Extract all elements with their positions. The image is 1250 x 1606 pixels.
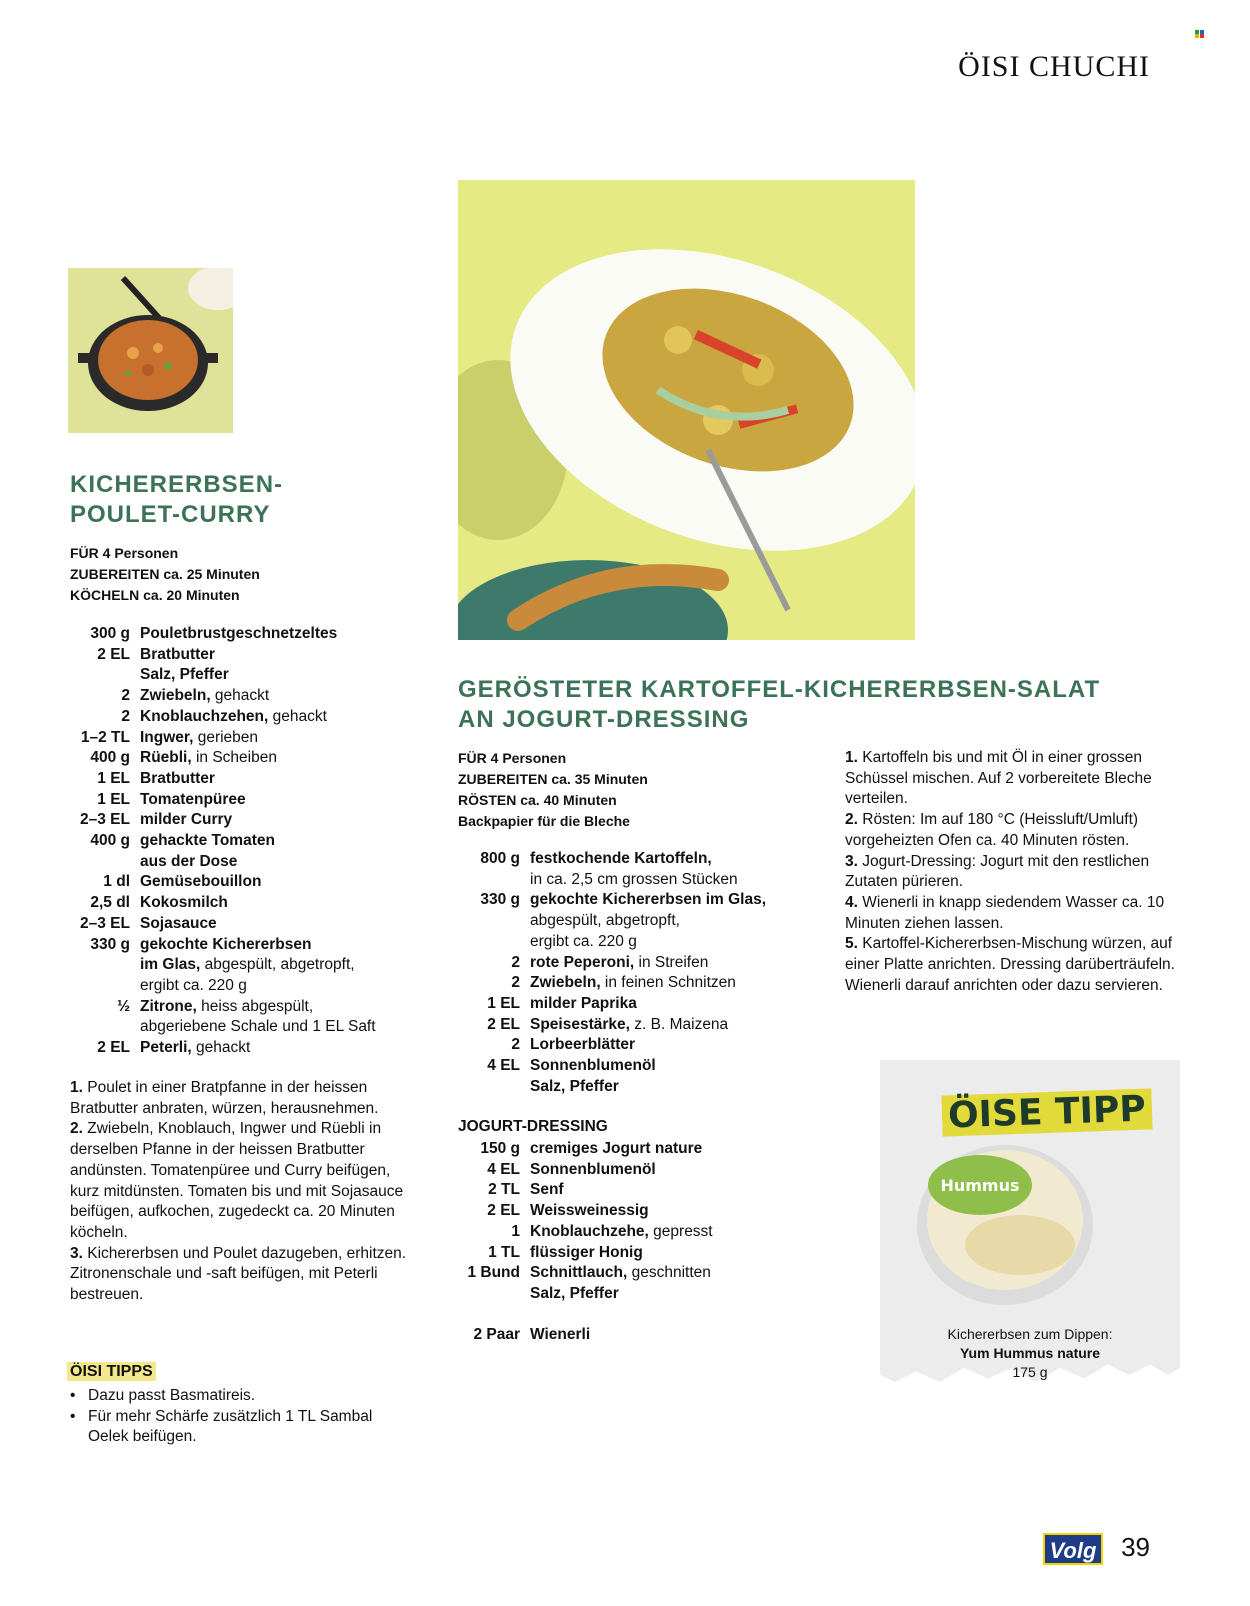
ingredient-name: im Glas, abgespült, abgetropft, [140,956,355,974]
recipe1-title [70,470,283,530]
ingredient-name: Gemüsebouillon [140,873,262,891]
ingredient-row [70,665,410,686]
meta-row [458,748,648,769]
ingredient-row [70,831,410,852]
ingredient-name: Speisestärke, z. B. Maizena [530,1015,729,1033]
ingredient-qty: 2,5 dl [90,894,130,912]
ingredient-name: milder Paprika [530,994,637,1012]
ingredient-name: flüssiger Honig [530,1243,643,1261]
ingredient-row [70,955,410,976]
ingredient-qty: 330 g [90,935,130,953]
tip-card-product: Yum Hummus nature [959,1345,1101,1361]
meta-value: ca. 40 Minuten [516,792,617,808]
ingredient-name: Lorbeerblätter [530,1036,636,1054]
ingredient-qty: 2 [121,687,130,705]
tipp-item: • Für mehr Schärfe zusätzlich 1 TL Sambal Oelek beifügen. [70,1407,373,1446]
ingredient-row [458,1056,828,1077]
ingredient-qty [458,911,520,932]
dressing-heading: JOGURT-DRESSING [458,1118,608,1135]
tipp-item: • Dazu passt Basmatireis. [70,1387,256,1404]
ingredient-qty [70,665,130,686]
ingredient-qty: 400 g [90,832,130,850]
ingredient-name: Kokosmilch [140,894,228,912]
ingredient-row [70,748,410,769]
meta-row [458,790,648,811]
salad-photo [458,180,915,640]
ingredient-name: Salz, Pfeffer [140,666,229,684]
ingredient-row [458,1035,828,1056]
step: 1. Kartoffeln bis und mit Öl in einer grossen Schüssel mischen. Auf 2 vorbereitete Bleche verteilen. [845,749,1152,808]
ingredient-qty [70,976,130,997]
ingredient-qty: 300 g [90,625,130,642]
ingredient-name: Sonnenblumenöl [530,1057,656,1075]
ingredient-qty: 1 EL [487,994,520,1012]
ingredient-qty: ½ [117,997,130,1015]
ingredient-name: Zitrone, heiss abgespült, [140,997,314,1015]
ingredient-name: Salz, Pfeffer [530,1284,619,1302]
ingredient-qty: 2 [511,1036,520,1054]
ingredient-row [70,1017,410,1038]
ingredient-name: Tomatenpüree [140,790,246,808]
ingredient-name: Schnittlauch, geschnitten [530,1264,711,1282]
ingredient-row [70,769,410,790]
ingredient-row [70,997,410,1018]
flag-icon [1195,30,1205,38]
extra-ingredient [458,1325,828,1346]
ingredient-name: milder Curry [140,811,233,829]
meta-value: 4 Personen [98,545,179,561]
ingredient-name: Senf [530,1181,564,1199]
ingredient-row [70,707,410,728]
ingredient-row [70,810,410,831]
ingredient-name: cremiges Jogurt nature [530,1140,703,1157]
ingredient-qty: 2 EL [487,1015,520,1033]
ingredient-name: rote Peperoni, in Streifen [530,953,709,971]
meta-label: ZUBEREITEN [70,566,160,582]
ingredient-qty: 2 EL [97,1039,130,1057]
ingredient-row [458,973,828,994]
ingredient-row [458,870,828,891]
ingredient-name: Zwiebeln, gehackt [140,687,270,705]
ingredient-name: gehackte Tomaten [140,832,275,850]
meta-value: ca. 20 Minuten [139,587,240,603]
ingredient-name: gekochte Kichererbsen [140,935,312,953]
ingredient-qty: 2–3 EL [80,914,130,932]
ingredient-row [458,1160,828,1181]
tip-card-caption [880,1325,1180,1382]
ingredient-qty: 1 dl [103,873,130,891]
recipe1-steps [70,1078,410,1306]
ingredient-row [458,911,828,932]
ingredient-qty: 2 [121,707,130,725]
recipe2-ingredients [458,849,828,1097]
ingredient-qty: 150 g [480,1140,520,1157]
ingredient-qty [458,870,520,891]
ingredient-qty: 1 EL [97,790,130,808]
volg-logo: Volg [1043,1533,1103,1565]
recipe1-title-line1: KICHERERBSEN- [70,471,284,498]
ingredient-qty: 1 Bund [467,1264,520,1282]
extra-qty: 2 Paar [473,1326,520,1343]
step: 2. Rösten: Im auf 180 °C (Heissluft/Umluft) vorgeheizten Ofen ca. 40 Minuten rösten. [845,811,1139,849]
ingredient-row [458,1222,828,1243]
ingredient-row [458,1139,828,1160]
meta-value: ca. 25 Minuten [159,566,260,582]
recipe2-title-line2: AN JOGURT-DRESSING [458,706,750,733]
step: 5. Kartoffel-Kichererbsen-Mischung würzen, auf einer Platte anrichten. Dressing darüberträufeln. Wienerli darauf anrichten oder dazu servieren. [845,935,1175,994]
ingredient-row [458,1201,828,1222]
recipe1-title-line2: POULET-CURRY [70,501,271,528]
ingredient-qty: 2 EL [97,645,130,663]
ingredient-name: in ca. 2,5 cm grossen Stücken [530,870,738,888]
ingredient-row [70,935,410,956]
ingredient-name: ergibt ca. 220 g [530,932,637,950]
ingredient-name: Bratbutter [140,769,215,787]
ingredient-qty [70,955,130,976]
ingredient-name: aus der Dose [140,852,238,870]
ingredient-row [458,1263,828,1284]
extra-name: Wienerli [530,1326,591,1343]
step: 3. Jogurt-Dressing: Jogurt mit den restlichen Zutaten pürieren. [845,852,1150,891]
ingredient-qty [458,1284,520,1305]
ingredient-name: Pouletbrustgeschnetzeltes [140,625,338,642]
meta-label: RÖSTEN [458,792,517,808]
ingredient-name: festkochende Kartoffeln, [530,850,712,867]
ingredient-row [70,645,410,666]
ingredient-name: Sonnenblumenöl [530,1160,656,1178]
curry-pot-photo [68,268,233,433]
tip-card-line1: Kichererbsen zum Dippen: [947,1326,1113,1342]
ingredient-name: abgespült, abgetropft, [530,912,680,930]
ingredient-qty: 800 g [480,850,520,867]
step: 1. Poulet in einer Bratpfanne in der heissen Bratbutter anbraten, würzen, herausnehmen. [70,1079,379,1117]
ingredient-name: Knoblauchzehen, gehackt [140,707,327,725]
ingredient-name: Salz, Pfeffer [530,1077,619,1095]
ingredient-qty [458,932,520,953]
recipe2-title-line1: GERÖSTETER KARTOFFEL-KICHERERBSEN-SALAT [458,676,1101,703]
ingredient-qty: 1 EL [97,769,130,787]
ingredient-qty: 4 EL [487,1057,520,1075]
recipe1-meta [70,543,260,606]
meta-value: ca. 35 Minuten [547,771,648,787]
ingredient-row [458,994,828,1015]
tipps-heading [67,1363,156,1381]
ingredient-row [458,932,828,953]
meta-extra: Backpapier für die Bleche [458,813,630,829]
ingredient-qty [70,852,130,873]
meta-row [70,543,260,564]
section-title: ÖISI CHUCHI [958,50,1150,83]
ingredient-row [458,1180,828,1201]
ingredient-qty: 1 TL [488,1243,520,1261]
tipps-label: ÖISI TIPPS [67,1362,156,1381]
ingredient-name: abgeriebene Schale und 1 EL Saft [140,1018,376,1036]
ingredient-name: Knoblauchzehe, gepresst [530,1222,713,1240]
meta-row [70,564,260,585]
meta-row [70,585,260,606]
ingredient-name: Rüebli, in Scheiben [140,749,277,767]
meta-label: FÜR [458,750,487,766]
tipps-list [70,1386,390,1448]
meta-label: KÖCHELN [70,587,140,603]
ingredient-qty: 1–2 TL [80,728,130,746]
ingredient-row [458,849,828,870]
ingredient-qty: 2 [511,953,520,971]
ingredient-row [70,872,410,893]
ingredient-name: Ingwer, gerieben [140,728,259,746]
ingredient-name: Peterli, gehackt [140,1039,251,1057]
ingredient-row [70,976,410,997]
step: 2. Zwiebeln, Knoblauch, Ingwer und Rüebli in derselben Pfanne in der heissen Bratbutter andünsten. Tomatenpüree und Curry beifügen, kurz mitdünsten. Tomaten bis und mit Sojasauce beifügen, aufkochen, zugedeckt ca. 20 Minuten köcheln. [70,1120,404,1241]
ingredient-name: Weissweinessig [530,1202,649,1220]
ingredient-row [70,893,410,914]
step: 4. Wienerli in knapp siedendem Wasser ca. 10 Minuten ziehen lassen. [845,893,1165,932]
ingredient-qty: 1 [511,1222,520,1240]
ingredient-qty [458,1077,520,1098]
ingredient-row [458,1077,828,1098]
meta-row [458,769,648,790]
ingredient-row [70,914,410,935]
ingredient-name: gekochte Kichererbsen im Glas, [530,891,767,909]
ingredient-row [458,890,828,911]
recipe1-ingredients [70,624,410,1059]
meta-label: ZUBEREITEN [458,771,548,787]
ingredient-row [70,728,410,749]
recipe2-title [458,675,1100,735]
ingredient-qty: 2 TL [488,1181,520,1199]
recipe2-steps [845,748,1190,996]
ingredient-qty: 2–3 EL [80,811,130,829]
ingredient-row [70,790,410,811]
tip-card-title: ÖISE TIPP [941,1088,1152,1136]
meta-label: FÜR [70,545,99,561]
tip-card-weight: 175 g [1012,1364,1048,1380]
recipe2-meta [458,748,648,832]
hummus-label: Hummus [940,1176,1020,1195]
ingredient-qty: 330 g [480,891,520,909]
ingredient-row [458,953,828,974]
ingredient-name: Sojasauce [140,914,217,932]
ingredient-qty: 4 EL [487,1160,520,1178]
ingredient-name: Zwiebeln, in feinen Schnitzen [530,974,736,992]
ingredient-qty: 400 g [90,749,130,767]
ingredient-name: Bratbutter [140,645,215,663]
ingredient-name: ergibt ca. 220 g [140,976,247,994]
ingredient-row [458,1243,828,1264]
ingredient-row [70,852,410,873]
meta-value: 4 Personen [486,750,567,766]
ingredient-qty [70,1017,130,1038]
ingredient-qty: 2 EL [487,1202,520,1220]
ingredient-row [70,686,410,707]
ingredient-qty: 2 [511,974,520,992]
step: 3. Kichererbsen und Poulet dazugeben, erhitzen. Zitronenschale und -saft beifügen, mit Peterli bestreuen. [70,1244,407,1304]
ingredient-row [458,1015,828,1036]
dressing-ingredients [458,1139,828,1305]
page-number: 39 [1121,1532,1150,1562]
ingredient-row [70,624,410,645]
ingredient-row [458,1284,828,1305]
ingredient-row [70,1038,410,1059]
